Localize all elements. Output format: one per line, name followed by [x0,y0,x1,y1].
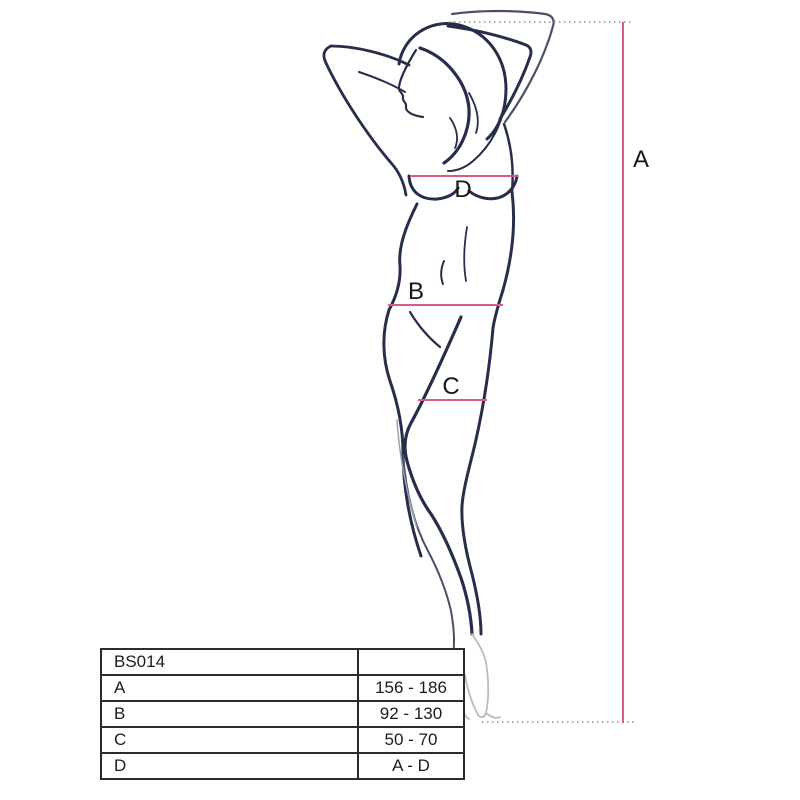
measurement-guides [388,22,634,723]
product-code-cell: BS014 [101,649,358,675]
measure-d-value-cell: A - D [358,753,464,779]
label-d: D [454,176,472,203]
measure-b-value-cell: 92 - 130 [358,701,464,727]
table-row [101,727,464,753]
label-a: A [632,146,650,173]
measurement-labels [408,146,649,400]
left-arm [324,46,409,195]
product-value-cell [358,649,464,675]
torso [384,176,517,634]
right-arm [448,11,554,192]
table-row-header [101,649,464,675]
measure-c-label-cell: C [101,727,358,753]
table-row [101,753,464,779]
measure-b-label-cell: B [101,701,358,727]
hair [399,24,506,171]
table-row [101,701,464,727]
face [399,50,423,117]
measure-c-value-cell: 50 - 70 [358,727,464,753]
legs [397,312,472,656]
label-c: C [442,373,460,400]
measure-a-label-cell: A [101,675,358,701]
table-row [101,675,464,701]
measure-a-value-cell: 156 - 186 [358,675,464,701]
measure-d-label-cell: D [101,753,358,779]
label-b: B [407,278,425,305]
size-table [100,648,465,780]
